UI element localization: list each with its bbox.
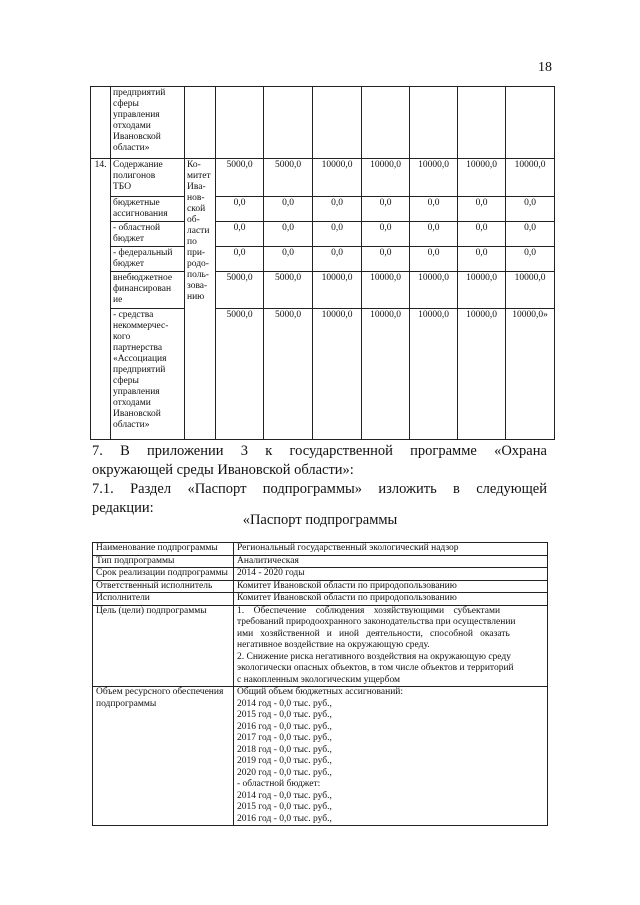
passport-label: Срок реализации подпрограммы	[93, 568, 234, 581]
passport-row-term	[93, 568, 548, 581]
funding-line: 2015 год - 0,0 тыс. руб.,	[237, 710, 332, 720]
paragraph-7-1-word: подпрограммы»	[262, 481, 363, 497]
passport-value: Комитет Ивановской области по природопользованию	[234, 593, 548, 606]
passport-label: Наименование подпрограммы	[93, 543, 234, 556]
table-row	[91, 309, 555, 440]
value-cell: 10000,0	[506, 272, 555, 309]
paragraph-7-word: приложении	[147, 443, 224, 459]
value-cell: 0,0	[216, 247, 264, 272]
passport-value-goal	[234, 605, 548, 687]
passport-row-executors	[93, 593, 548, 606]
paragraph-7-line-1	[92, 442, 547, 461]
value-cell: 5000,0	[264, 309, 313, 440]
funding-line: 2019 год - 0,0 тыс. руб.,	[237, 756, 332, 766]
passport-title: «Паспорт подпрограммы	[242, 512, 398, 528]
value-cell	[458, 87, 506, 159]
value-cell: 0,0	[362, 197, 410, 222]
value-cell: 0,0	[506, 197, 555, 222]
passport-value: Аналитическая	[234, 555, 548, 568]
goal-line: ими хозяйственной и иной деятельности, способной оказать	[237, 628, 510, 639]
item-name-cell: предприятий сферы управления отходами Ивановской области»	[111, 87, 185, 159]
passport-row-goal	[93, 605, 548, 687]
value-cell	[313, 87, 362, 159]
funding-line: 2014 год - 0,0 тыс. руб.,	[237, 790, 332, 801]
row-number-cell: 14.	[91, 159, 111, 440]
paragraph-7-line-2: окружающей среды Ивановской области»:	[92, 462, 354, 478]
table-row	[91, 247, 555, 272]
value-cell: 0,0	[506, 222, 555, 247]
table-row	[91, 222, 555, 247]
value-cell: 0,0	[410, 247, 458, 272]
funding-line: Общий объем бюджетных ассигнований:	[237, 687, 404, 697]
funding-line: 2014 год - 0,0 тыс. руб.,	[237, 698, 332, 709]
value-cell: 0,0	[458, 247, 506, 272]
table-row	[91, 197, 555, 222]
value-cell: 10000,0	[458, 309, 506, 440]
paragraph-7-word: программе	[410, 443, 477, 459]
passport-value-funding	[234, 687, 548, 826]
item-name-cell: - федеральный бюджет	[111, 247, 185, 272]
paragraph-7-word: В	[120, 443, 130, 459]
passport-value: 2014 - 2020 годы	[234, 568, 548, 581]
funding-line: 2015 год - 0,0 тыс. руб.,	[237, 802, 332, 812]
paragraph-7-word: 7.	[92, 443, 103, 459]
value-cell: 0,0	[216, 197, 264, 222]
value-cell: 0,0	[410, 222, 458, 247]
item-name-cell: внебюджетное финансирован ие	[111, 272, 185, 309]
paragraph-7-1-word: «Паспорт	[187, 481, 247, 497]
value-cell: 0,0	[216, 222, 264, 247]
goal-line: 1. Обеспечение соблюдения хозяйствующими субъектами	[237, 605, 501, 616]
paragraph-7-word: государственной	[289, 443, 393, 459]
value-cell: 10000,0»	[506, 309, 555, 440]
table-row	[91, 159, 555, 197]
passport-label: Ответственный исполнитель	[93, 580, 234, 593]
value-cell: 10000,0	[313, 309, 362, 440]
value-cell: 5000,0	[264, 272, 313, 309]
value-cell: 0,0	[264, 197, 313, 222]
value-cell: 0,0	[313, 197, 362, 222]
goal-line: экологически опасных объектов, в том числе объектов и территорий	[237, 663, 514, 673]
funding-line: 2018 год - 0,0 тыс. руб.,	[237, 744, 332, 755]
value-cell: 5000,0	[216, 159, 264, 197]
value-cell: 10000,0	[313, 272, 362, 309]
table-row	[91, 272, 555, 309]
item-name-cell: Содержание полигонов ТБО	[111, 159, 185, 197]
value-cell: 5000,0	[264, 159, 313, 197]
paragraph-7-1-line-1	[92, 480, 547, 499]
funding-line: 2016 год - 0,0 тыс. руб.,	[237, 813, 332, 824]
value-cell: 10000,0	[410, 272, 458, 309]
passport-label: Тип подпрограммы	[93, 555, 234, 568]
passport-value: Комитет Ивановской области по природопользованию	[234, 580, 548, 593]
passport-label: Исполнители	[93, 593, 234, 606]
value-cell: 10000,0	[362, 272, 410, 309]
item-name-cell: - областной бюджет	[111, 222, 185, 247]
value-cell: 0,0	[506, 247, 555, 272]
passport-table	[92, 542, 548, 826]
goal-line: требований природоохранного законодательства при осуществлении	[237, 617, 516, 627]
table-row	[91, 87, 555, 159]
passport-row-responsible	[93, 580, 548, 593]
goal-line: 2. Снижение риска негативного воздействия на окружающую среду	[237, 651, 511, 662]
passport-label: Объем ресурсного обеспечения подпрограммы	[93, 687, 234, 826]
value-cell: 5000,0	[216, 272, 264, 309]
value-cell	[185, 87, 216, 159]
passport-value: Региональный государственный экологический надзор	[234, 543, 548, 556]
paragraph-7-word: к	[265, 443, 273, 459]
value-cell	[362, 87, 410, 159]
value-cell: 0,0	[313, 247, 362, 272]
row-number-cell	[91, 87, 111, 159]
value-cell: 10000,0	[362, 309, 410, 440]
funding-line: - областной бюджет:	[237, 779, 321, 789]
value-cell: 5000,0	[216, 309, 264, 440]
funding-table	[90, 86, 555, 440]
paragraph-7-1-word: изложить	[378, 481, 437, 497]
value-cell	[506, 87, 555, 159]
value-cell: 0,0	[458, 197, 506, 222]
value-cell: 0,0	[362, 247, 410, 272]
value-cell	[216, 87, 264, 159]
paragraph-7-word: «Охрана	[494, 443, 547, 459]
passport-row-type	[93, 555, 548, 568]
paragraph-7-1-word: Раздел	[130, 481, 172, 497]
value-cell: 10000,0	[458, 272, 506, 309]
value-cell: 10000,0	[410, 159, 458, 197]
value-cell: 0,0	[410, 197, 458, 222]
paragraph-7-1-word: 7.1.	[92, 481, 114, 497]
goal-line: с накопленным экологическим ущербом	[237, 674, 401, 685]
passport-label: Цель (цели) подпрограммы	[93, 605, 234, 687]
paragraph-7-1-word: следующей	[476, 481, 547, 497]
page-number: 18	[538, 60, 552, 75]
executor-cell: Ко- митет Ива- нов- ской об- ласти по при- родо- поль- зова- нию	[185, 159, 216, 440]
value-cell: 10000,0	[410, 309, 458, 440]
goal-line: негативное воздействие на окружающую среду.	[237, 640, 430, 650]
value-cell: 0,0	[313, 222, 362, 247]
value-cell: 0,0	[362, 222, 410, 247]
paragraph-7-1-word: в	[453, 481, 460, 497]
funding-line: 2020 год - 0,0 тыс. руб.,	[237, 767, 332, 778]
funding-line: 2017 год - 0,0 тыс. руб.,	[237, 733, 332, 743]
item-name-cell: бюджетные ассигнования	[111, 197, 185, 222]
value-cell: 10000,0	[313, 159, 362, 197]
item-name-cell: - средства некоммерчес- кого партнерства «Ассоциация предприятий сферы управления отходами Ивановской области»	[111, 309, 185, 440]
paragraph-7-word: 3	[240, 443, 248, 459]
value-cell	[410, 87, 458, 159]
passport-row-funding	[93, 687, 548, 826]
value-cell: 0,0	[264, 222, 313, 247]
value-cell: 0,0	[458, 222, 506, 247]
paragraph-7	[92, 442, 547, 480]
value-cell: 10000,0	[362, 159, 410, 197]
passport-row-name	[93, 543, 548, 556]
funding-line: 2016 год - 0,0 тыс. руб.,	[237, 721, 332, 732]
value-cell: 0,0	[264, 247, 313, 272]
value-cell	[264, 87, 313, 159]
value-cell: 10000,0	[506, 159, 555, 197]
paragraph-7-1-line-2: редакции:	[92, 500, 154, 516]
value-cell: 10000,0	[458, 159, 506, 197]
